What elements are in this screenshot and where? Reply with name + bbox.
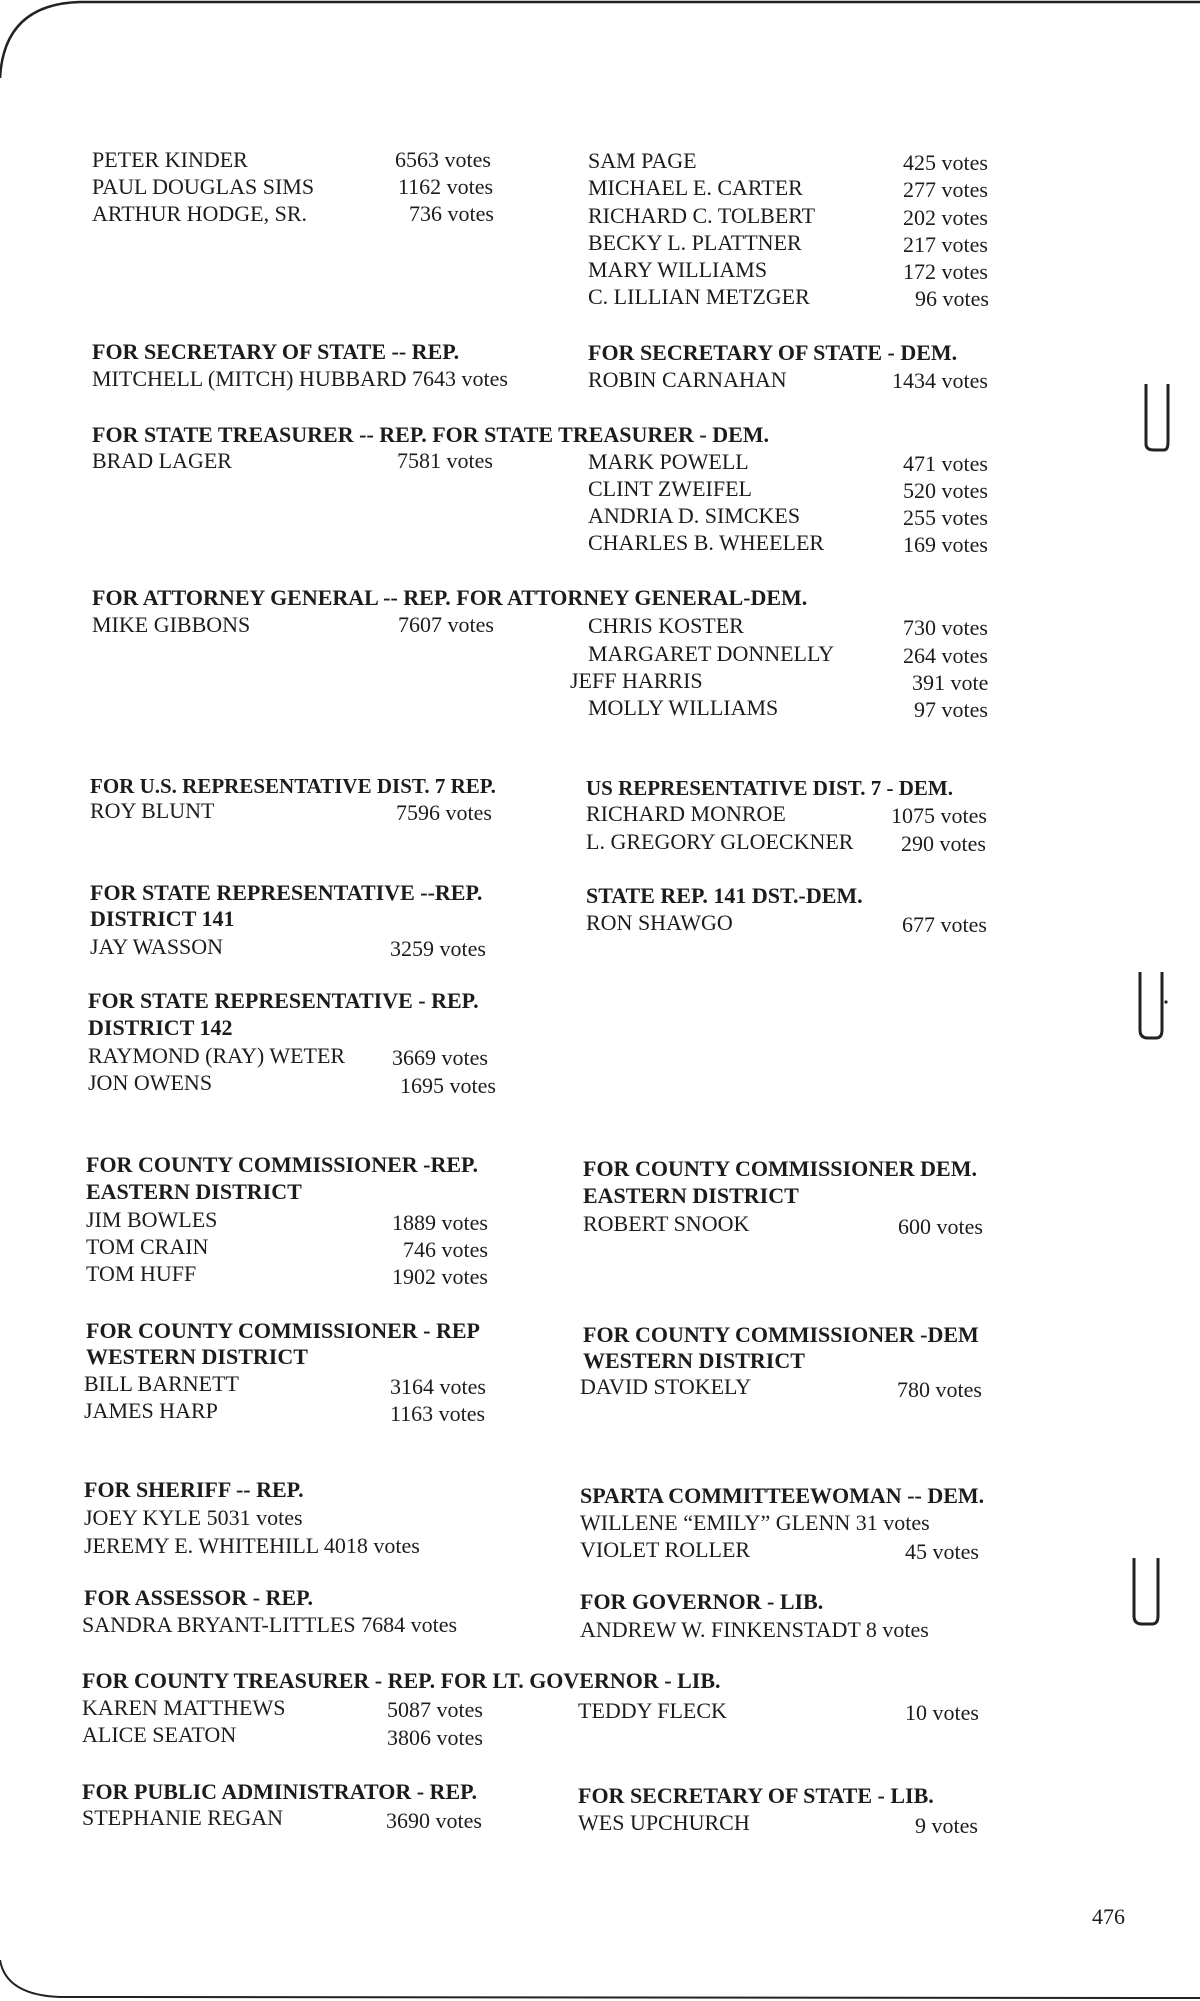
section-heading: DISTRICT 141 (90, 906, 235, 931)
candidate-votes: 520 votes (903, 478, 988, 503)
candidate-votes: 1434 votes (892, 368, 988, 393)
section-heading: STATE REP. 141 DST.-DEM. (586, 883, 863, 908)
candidate-votes: 1902 votes (392, 1264, 488, 1289)
candidate-votes: 3690 votes (386, 1808, 482, 1833)
candidate-votes: 7596 votes (396, 800, 492, 825)
candidate-votes: 600 votes (898, 1214, 983, 1239)
candidate-name: TOM CRAIN (86, 1234, 209, 1259)
candidate-votes: 217 votes (903, 232, 988, 257)
candidate-votes: 277 votes (903, 177, 988, 202)
candidate-name: CLINT ZWEIFEL (588, 476, 752, 501)
section-heading: FOR COUNTY COMMISSIONER DEM. (583, 1156, 977, 1181)
candidate-name: SANDRA BRYANT-LITTLES 7684 votes (82, 1612, 458, 1637)
candidate-name: JEREMY E. WHITEHILL 4018 votes (84, 1533, 420, 1558)
candidate-votes: 3806 votes (387, 1725, 483, 1750)
section-heading: FOR COUNTY COMMISSIONER -DEM (583, 1322, 979, 1347)
candidate-name: MARGARET DONNELLY (588, 641, 835, 666)
binder-hole-middle (1136, 970, 1168, 1040)
candidate-name: ROY BLUNT (90, 798, 215, 823)
candidate-votes: 96 votes (915, 286, 989, 311)
candidate-votes: 3164 votes (390, 1374, 486, 1399)
section-heading: FOR COUNTY TREASURER - REP. FOR LT. GOVERNOR - LIB. (82, 1668, 721, 1693)
candidate-name: CHARLES B. WHEELER (588, 530, 825, 555)
section-heading: FOR PUBLIC ADMINISTRATOR - REP. (82, 1779, 478, 1804)
candidate-votes: 97 votes (914, 697, 988, 722)
section-heading: US REPRESENTATIVE DIST. 7 - DEM. (586, 776, 953, 800)
candidate-name: SAM PAGE (588, 148, 697, 173)
candidate-votes: 3669 votes (392, 1045, 488, 1070)
candidate-name: JEFF HARRIS (570, 668, 703, 693)
candidate-votes: 7607 votes (398, 612, 494, 637)
section-heading: SPARTA COMMITTEEWOMAN -- DEM. (580, 1483, 985, 1508)
section-heading: FOR ASSESSOR - REP. (84, 1585, 314, 1610)
candidate-name: RAYMOND (RAY) WETER (88, 1043, 346, 1068)
candidate-name: DAVID STOKELY (580, 1374, 752, 1399)
candidate-name: WILLENE “EMILY” GLENN 31 votes (580, 1510, 930, 1535)
candidate-name: MARY WILLIAMS (588, 257, 768, 282)
candidate-name: RICHARD MONROE (586, 801, 786, 826)
section-heading: FOR STATE REPRESENTATIVE - REP. (88, 988, 479, 1013)
candidate-votes: 425 votes (903, 150, 988, 175)
candidate-name: MARK POWELL (588, 449, 749, 474)
candidate-name: JIM BOWLES (86, 1207, 218, 1232)
section-heading: FOR SHERIFF -- REP. (84, 1477, 304, 1502)
section-heading: FOR COUNTY COMMISSIONER -REP. (86, 1152, 478, 1177)
candidate-name: L. GREGORY GLOECKNER (586, 829, 854, 854)
candidate-votes: 677 votes (902, 912, 987, 937)
candidate-votes: 1163 votes (390, 1401, 486, 1426)
candidate-name: ROBIN CARNAHAN (588, 367, 787, 392)
candidate-name: PETER KINDER (92, 147, 248, 172)
candidate-name: ARTHUR HODGE, SR. (92, 201, 308, 226)
candidate-name: ROBERT SNOOK (583, 1211, 750, 1236)
candidate-votes: 264 votes (903, 643, 988, 668)
candidate-votes: 9 votes (915, 1813, 978, 1838)
candidate-votes: 202 votes (903, 205, 988, 230)
candidate-votes: 1889 votes (392, 1210, 488, 1235)
candidate-name: RON SHAWGO (586, 910, 733, 935)
candidate-name: CHRIS KOSTER (588, 613, 744, 638)
section-heading: FOR SECRETARY OF STATE - LIB. (578, 1783, 934, 1808)
candidate-name: TOM HUFF (86, 1261, 197, 1286)
candidate-name: C. LILLIAN METZGER (588, 284, 810, 309)
section-heading: DISTRICT 142 (88, 1015, 233, 1040)
candidate-name: STEPHANIE REGAN (82, 1805, 284, 1830)
candidate-votes: 1695 votes (400, 1073, 496, 1098)
section-heading: WESTERN DISTRICT (86, 1344, 308, 1369)
binder-hole-bottom (1130, 1556, 1162, 1626)
section-heading: FOR ATTORNEY GENERAL -- REP. FOR ATTORNEY GENERAL-DEM. (92, 585, 808, 610)
candidate-name: ALICE SEATON (82, 1722, 237, 1747)
candidate-votes: 780 votes (897, 1377, 982, 1402)
candidate-votes: 3259 votes (390, 936, 486, 961)
candidate-votes: 169 votes (903, 532, 988, 557)
candidate-votes: 1075 votes (891, 803, 987, 828)
page-number: 476 (1092, 1904, 1125, 1929)
candidate-votes: 10 votes (905, 1700, 979, 1725)
candidate-votes: 5087 votes (387, 1697, 483, 1722)
candidate-name: JAMES HARP (84, 1398, 218, 1423)
candidate-name: RICHARD C. TOLBERT (588, 203, 816, 228)
binder-hole-top (1142, 382, 1170, 452)
candidate-name: JON OWENS (88, 1070, 213, 1095)
candidate-votes: 45 votes (905, 1539, 979, 1564)
section-heading: FOR SECRETARY OF STATE - DEM. (588, 340, 958, 365)
candidate-votes: 1162 votes (398, 174, 494, 199)
candidate-votes: 290 votes (901, 831, 986, 856)
candidate-votes: 471 votes (903, 451, 988, 476)
candidate-votes: 172 votes (903, 259, 988, 284)
section-heading: FOR STATE REPRESENTATIVE --REP. (90, 880, 483, 905)
candidate-name: BRAD LAGER (92, 448, 232, 473)
candidate-votes: 730 votes (903, 615, 988, 640)
candidate-name: ANDREW W. FINKENSTADT 8 votes (580, 1617, 929, 1642)
section-heading: WESTERN DISTRICT (583, 1348, 805, 1373)
candidate-name: ANDRIA D. SIMCKES (588, 503, 801, 528)
candidate-name: MICHAEL E. CARTER (588, 175, 803, 200)
candidate-votes: 736 votes (409, 201, 494, 226)
candidate-name: TEDDY FLECK (578, 1698, 727, 1723)
candidate-votes: 746 votes (403, 1237, 488, 1262)
section-heading: EASTERN DISTRICT (86, 1179, 302, 1204)
candidate-name: WES UPCHURCH (578, 1810, 750, 1835)
candidate-name: BECKY L. PLATTNER (588, 230, 802, 255)
section-heading: FOR U.S. REPRESENTATIVE DIST. 7 REP. (90, 774, 496, 798)
section-heading: FOR STATE TREASURER -- REP. FOR STATE TREASURER - DEM. (92, 422, 770, 447)
candidate-votes: 6563 votes (395, 147, 491, 172)
candidate-name: BILL BARNETT (84, 1371, 239, 1396)
section-heading: FOR COUNTY COMMISSIONER - REP (86, 1318, 480, 1343)
candidate-name: PAUL DOUGLAS SIMS (92, 174, 315, 199)
section-heading: FOR SECRETARY OF STATE -- REP. (92, 339, 460, 364)
candidate-name: MIKE GIBBONS (92, 612, 251, 637)
section-heading: EASTERN DISTRICT (583, 1183, 799, 1208)
candidate-name: JAY WASSON (90, 934, 224, 959)
section-heading: FOR GOVERNOR - LIB. (580, 1589, 824, 1614)
candidate-votes: 255 votes (903, 505, 988, 530)
candidate-name: MITCHELL (MITCH) HUBBARD 7643 votes (92, 366, 508, 391)
candidate-votes: 391 vote (912, 670, 989, 695)
candidate-name: MOLLY WILLIAMS (588, 695, 779, 720)
candidate-name: VIOLET ROLLER (580, 1537, 751, 1562)
candidate-name: JOEY KYLE 5031 votes (84, 1505, 303, 1530)
candidate-name: KAREN MATTHEWS (82, 1695, 286, 1720)
candidate-votes: 7581 votes (397, 448, 493, 473)
